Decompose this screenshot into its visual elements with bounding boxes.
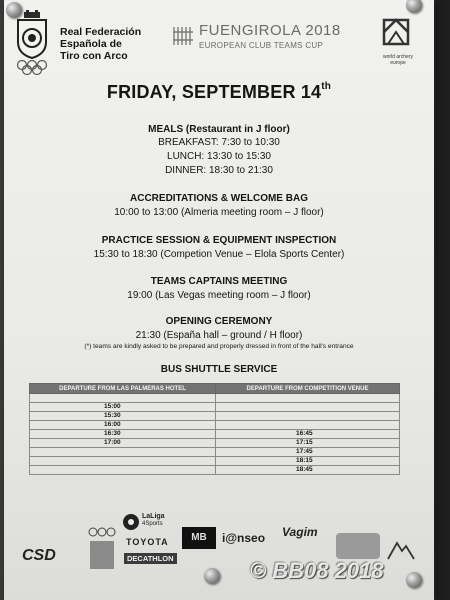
venue-departure-cell: 17:45 — [216, 448, 400, 457]
mountain-logo-icon — [386, 539, 416, 561]
ceremony-line: 21:30 (España hall – ground / H floor) — [135, 330, 303, 341]
hotel-departure-cell: 15:30 — [30, 412, 216, 421]
toyota-logo: TOYOTA — [126, 537, 169, 547]
venue-departure-cell: 17:15 — [216, 439, 400, 448]
table-header-row — [30, 384, 400, 394]
target-grid-icon — [172, 24, 194, 48]
date-main: FRIDAY, SEPTEMBER 14 — [106, 82, 322, 102]
copyright-watermark: © BB08 2018 — [250, 558, 384, 583]
wall-right — [436, 0, 450, 600]
venue-departure-cell: 16:45 — [216, 430, 400, 439]
notice-sheet — [4, 0, 434, 600]
table-row — [30, 412, 400, 421]
venue-departure-cell: 18:45 — [216, 466, 400, 475]
table-row — [30, 403, 400, 412]
table-row — [30, 421, 400, 430]
ianseo-logo: i@nseo — [222, 531, 266, 545]
table-row — [30, 448, 400, 457]
meal-line: BREAKFAST: 7:30 to 10:30 — [158, 137, 280, 148]
federation-name — [60, 26, 160, 62]
venue-departure-cell — [216, 394, 400, 403]
decathlon-logo: DECATHLON — [124, 553, 177, 564]
table-row — [30, 430, 400, 439]
event-subtitle: EUROPEAN CLUB TEAMS CUP — [199, 41, 324, 50]
section-heading-bus: BUS SHUTTLE SERVICE — [160, 364, 278, 375]
pin-icon — [204, 568, 220, 584]
sponsor-badge-icon — [336, 533, 380, 559]
venue-departure-cell: 18:15 — [216, 457, 400, 466]
venue-departure-cell — [216, 412, 400, 421]
captains-line: 19:00 (Las Vegas meeting room – J floor) — [127, 290, 311, 301]
table-row — [30, 439, 400, 448]
laliga-logo-subtext: 4Sports — [142, 521, 163, 527]
meal-line: LUNCH: 13:30 to 15:30 — [167, 151, 271, 162]
hotel-departure-cell — [30, 448, 216, 457]
federation-name-line: Real Federación — [60, 26, 142, 38]
accreditations-line: 10:00 to 13:00 (Almeria meeting room – J floor) — [114, 207, 324, 218]
world-archery-text — [378, 54, 418, 66]
section-heading-practice: PRACTICE SESSION & EQUIPMENT INSPECTION — [101, 235, 337, 246]
pin-icon — [406, 572, 422, 588]
olympic-committee-logo-icon — [86, 527, 118, 573]
venue-departure-cell — [216, 421, 400, 430]
table-row — [30, 394, 400, 403]
hotel-departure-cell — [30, 457, 216, 466]
page-title — [4, 82, 434, 103]
column-header: DEPARTURE FROM LAS PALMERAS HOTEL — [30, 384, 216, 394]
laliga-logo-icon — [122, 513, 140, 531]
table-row — [30, 466, 400, 475]
hotel-departure-cell: 16:30 — [30, 430, 216, 439]
practice-line: 15:30 to 18:30 (Competion Venue – Elola Sports Center) — [93, 249, 345, 260]
pin-icon — [6, 2, 22, 18]
mb-logo: MB — [182, 527, 216, 549]
section-heading-ceremony: OPENING CEREMONY — [165, 316, 273, 327]
world-archery-line: world archery — [382, 54, 413, 60]
pin-icon — [406, 0, 422, 13]
venue-departure-cell — [216, 403, 400, 412]
federation-name-line: Española de — [60, 38, 122, 50]
hotel-departure-cell — [30, 394, 216, 403]
event-title: FUENGIROLA 2018 — [199, 22, 341, 39]
section-heading-meals: MEALS (Restaurant in J floor) — [148, 124, 290, 135]
table-row — [30, 457, 400, 466]
vagim-logo: Vagim — [282, 525, 318, 539]
federation-crest-icon — [12, 10, 52, 76]
column-header: DEPARTURE FROM COMPETITION VENUE — [216, 384, 400, 394]
federation-name-line: Tiro con Arco — [60, 50, 128, 62]
section-heading-accreditations: ACCREDITATIONS & WELCOME BAG — [130, 193, 308, 204]
bus-schedule-table — [29, 383, 400, 475]
federation-block — [12, 10, 152, 80]
world-archery-line: europe — [390, 60, 406, 66]
hotel-departure-cell — [30, 466, 216, 475]
ceremony-note: (*) teams are kindly asked to be prepared and properly dressed in front of the hall's entrance — [84, 343, 354, 350]
hotel-departure-cell: 17:00 — [30, 439, 216, 448]
date-suffix: th — [321, 81, 332, 92]
meal-line: DINNER: 18:30 to 21:30 — [165, 165, 273, 176]
csd-logo: CSD — [22, 547, 56, 564]
section-heading-captains: TEAMS CAPTAINS MEETING — [150, 276, 288, 287]
hotel-departure-cell: 15:00 — [30, 403, 216, 412]
laliga-logo-text: LaLiga — [142, 513, 165, 520]
event-logo — [172, 22, 372, 62]
hotel-departure-cell: 16:00 — [30, 421, 216, 430]
